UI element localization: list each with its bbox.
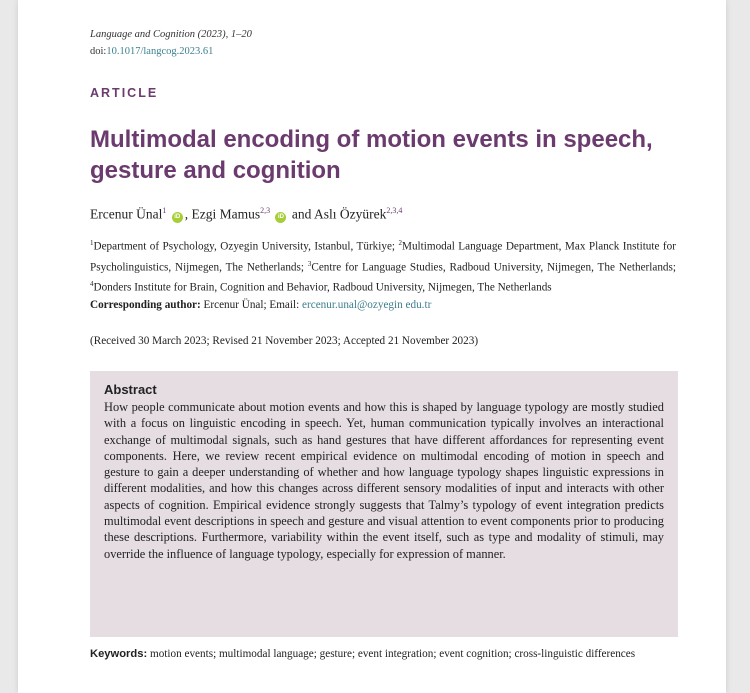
document-page (18, 0, 726, 693)
abstract-heading: Abstract (104, 382, 157, 397)
doi-prefix: doi: (90, 46, 107, 57)
author-name: Aslı Özyürek (313, 206, 387, 222)
affiliation-text: Donders Institute for Brain, Cognition and Behavior, Radboud University, Nijmegen, The Netherlands (93, 282, 552, 295)
article-type-label: ARTICLE (90, 86, 159, 100)
author-list (90, 206, 402, 223)
journal-citation: Language and Cognition (2023), 1–20 (90, 29, 252, 40)
affiliation-marker: 3 (307, 259, 312, 268)
abstract-box (90, 371, 678, 637)
affiliation-marker: 1 (90, 239, 94, 247)
abstract-text: How people communicate about motion events and how this is shaped by language typology are mostly studied with a focus on linguistic encoding in speech. Yet, human communication typically involves an interactional exchange of multimodal signals, such as hand gestures that have different affordances for representing event components. Here, we review recent empirical evidence on multimodal encoding of motion in speech and gesture to gain a deeper understanding of whether and how language typology shapes linguistic expressions in different modalities, and how this changes across different sensory modalities of input and interacts with other aspects of cognition. Empirical evidence strongly suggests that Talmy’s typology of event integration predicts multimodal event descriptions in speech and gesture and visual attention to event components prior to producing these descriptions. Furthermore, variability within the event itself, such as type and modality of stimuli, may override the influence of language typology, especially for expression of manner. (104, 400, 664, 561)
author-separator: and (288, 206, 314, 222)
author-separator: , (184, 206, 192, 222)
orcid-icon[interactable]: iD (275, 212, 286, 223)
keywords (90, 646, 680, 663)
author-affiliation-marker: 1 (162, 206, 167, 215)
affiliation-marker: 2 (398, 239, 402, 247)
orcid-icon[interactable]: iD (172, 212, 183, 223)
doi-line (90, 46, 213, 57)
affiliations (90, 235, 676, 314)
author-name: Ercenur Ünal (90, 206, 163, 222)
affiliation-marker: 4 (90, 280, 94, 289)
article-title: Multimodal encoding of motion events in speech, gesture and cognition (90, 126, 653, 184)
author-affiliation-marker: 2,3,4 (386, 206, 403, 215)
corresponding-label: Corresponding author: (90, 299, 201, 312)
corresponding-author (90, 297, 676, 314)
doi-link[interactable]: 10.1017/langcog.2023.61 (106, 46, 214, 57)
email-link[interactable]: ercenur.unal@ozyegin edu.tr (302, 299, 432, 312)
affiliation-text: Multimodal Language Department, Max Planck Institute for Psycholinguistics, Nijmegen, The Netherlands; (90, 240, 676, 274)
affiliation-text: Centre for Language Studies, Radboud University, Nijmegen, The Netherlands; (311, 261, 676, 274)
author-affiliation-marker: 2,3 (260, 206, 271, 215)
author-name: Ezgi Mamus (191, 206, 261, 222)
keywords-label: Keywords: (90, 648, 148, 660)
received-dates: (Received 30 March 2023; Revised 21 November 2023; Accepted 21 November 2023) (90, 335, 479, 347)
corresponding-text: Ercenur Ünal; Email: (200, 299, 303, 312)
affiliation-text: Department of Psychology, Ozyegin University, Istanbul, Türkiye; (93, 240, 399, 253)
keywords-text: motion events; multimodal language; gesture; event integration; event cognition; cross-linguistic differences (147, 648, 636, 660)
